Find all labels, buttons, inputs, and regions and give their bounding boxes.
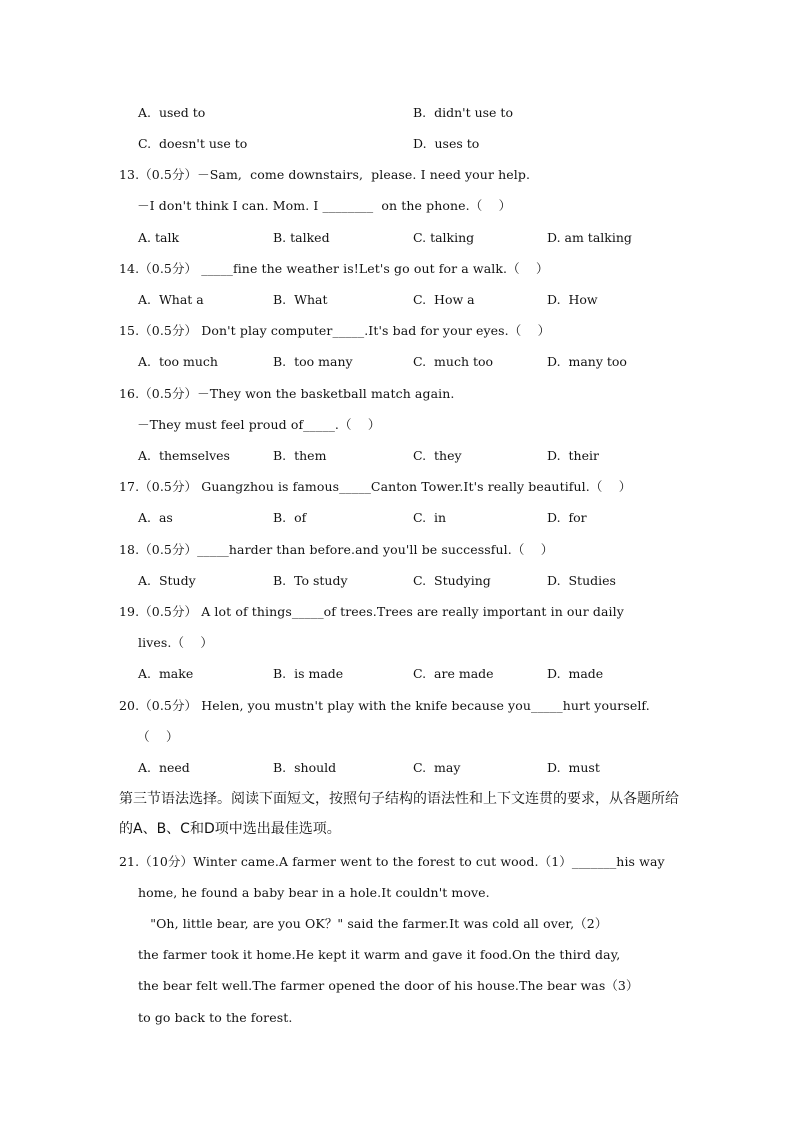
q20-option-d[interactable]: D. must [547,760,600,775]
q21-passage-line: home, he found a baby bear in a hole.It couldn't move. [138,885,490,900]
q20-option-c[interactable]: C. may [413,760,461,775]
q13-stem: 13.（0.5分）－Sam, come downstairs, please. I need your help. [119,167,531,182]
q16-option-a[interactable]: A. themselves [138,448,230,463]
q14-option-d[interactable]: D. How [547,292,598,307]
q21-passage-line: "Oh, little bear, are you OK？" said the farmer.It was cold all over,（2） [138,916,608,931]
q20-option-a[interactable]: A. need [138,760,190,775]
q18-option-a[interactable]: A. Study [138,573,196,588]
q19-option-c[interactable]: C. are made [413,666,494,681]
section3-instruction-line2: 的A、B、C和D项中选出最佳选项。 [119,821,341,837]
q18-option-c[interactable]: C. Studying [413,573,491,588]
q21-passage-line: the bear felt well.The farmer opened the door of his house.The bear was（3） [138,978,639,993]
q20-option-b[interactable]: B. should [273,760,337,775]
q12-option-d[interactable]: D. uses to [413,136,480,151]
q21-stem: 21.（10分）Winter came.A farmer went to the forest to cut wood.（1）_______his way [119,854,665,869]
q17-option-b[interactable]: B. of [273,510,307,525]
section3-instruction-line1: 第三节语法选择。阅读下面短文，按照句子结构的语法性和上下文连贯的要求，从各题所给 [119,791,679,807]
q15-option-a[interactable]: A. too much [138,354,218,369]
q13-option-b[interactable]: B. talked [273,230,330,245]
q19-stem: 19.（0.5分） A lot of things_____of trees.Trees are really important in our daily [119,604,624,619]
q19-option-b[interactable]: B. is made [273,666,344,681]
q14-option-b[interactable]: B. What [273,292,328,307]
q17-option-c[interactable]: C. in [413,510,447,525]
q17-option-d[interactable]: D. for [547,510,587,525]
q12-option-b[interactable]: B. didn't use to [413,105,513,120]
q15-option-b[interactable]: B. too many [273,354,353,369]
q15-option-d[interactable]: D. many too [547,354,627,369]
q18-option-d[interactable]: D. Studies [547,573,616,588]
q12-option-a[interactable]: A. used to [138,105,206,120]
q16-stem-line2: －They must feel proud of_____.（ ） [133,417,381,432]
q21-passage-line: the farmer took it home.He kept it warm and gave it food.On the third day, [138,947,621,962]
q16-option-c[interactable]: C. they [413,448,462,463]
q14-option-c[interactable]: C. How a [413,292,475,307]
q15-stem: 15.（0.5分） Don't play computer_____.It's bad for your eyes.（ ） [119,323,551,338]
q16-option-d[interactable]: D. their [547,448,599,463]
q14-stem: 14.（0.5分） _____fine the weather is!Let's go out for a walk.（ ） [119,261,549,276]
q18-stem: 18.（0.5分）_____harder than before.and you'll be successful.（ ） [119,542,554,557]
q13-option-c[interactable]: C. talking [413,230,475,245]
q14-option-a[interactable]: A. What a [138,292,204,307]
q21-passage-line: to go back to the forest. [138,1010,293,1025]
q13-stem-line2: －I don't think I can. Mom. I ________ on the phone.（ ） [133,198,512,213]
q19-option-d[interactable]: D. made [547,666,604,681]
q17-option-a[interactable]: A. as [138,510,173,525]
q18-option-b[interactable]: B. To study [273,573,348,588]
q12-option-c[interactable]: C. doesn't use to [138,136,248,151]
q13-option-a[interactable]: A. talk [138,230,180,245]
q20-stem: 20.（0.5分） Helen, you mustn't play with the knife because you_____hurt yourself. [119,698,650,713]
q16-stem: 16.（0.5分）－They won the basketball match again. [119,386,455,401]
q17-stem: 17.（0.5分） Guangzhou is famous_____Canton Tower.It's really beautiful.（ ） [119,479,632,494]
q20-stem-line2: （ ） [133,729,179,744]
q19-option-a[interactable]: A. make [138,666,194,681]
q13-option-d[interactable]: D. am talking [547,230,632,245]
q19-stem-line2: lives.（ ） [138,635,213,650]
q16-option-b[interactable]: B. them [273,448,327,463]
q15-option-c[interactable]: C. much too [413,354,494,369]
